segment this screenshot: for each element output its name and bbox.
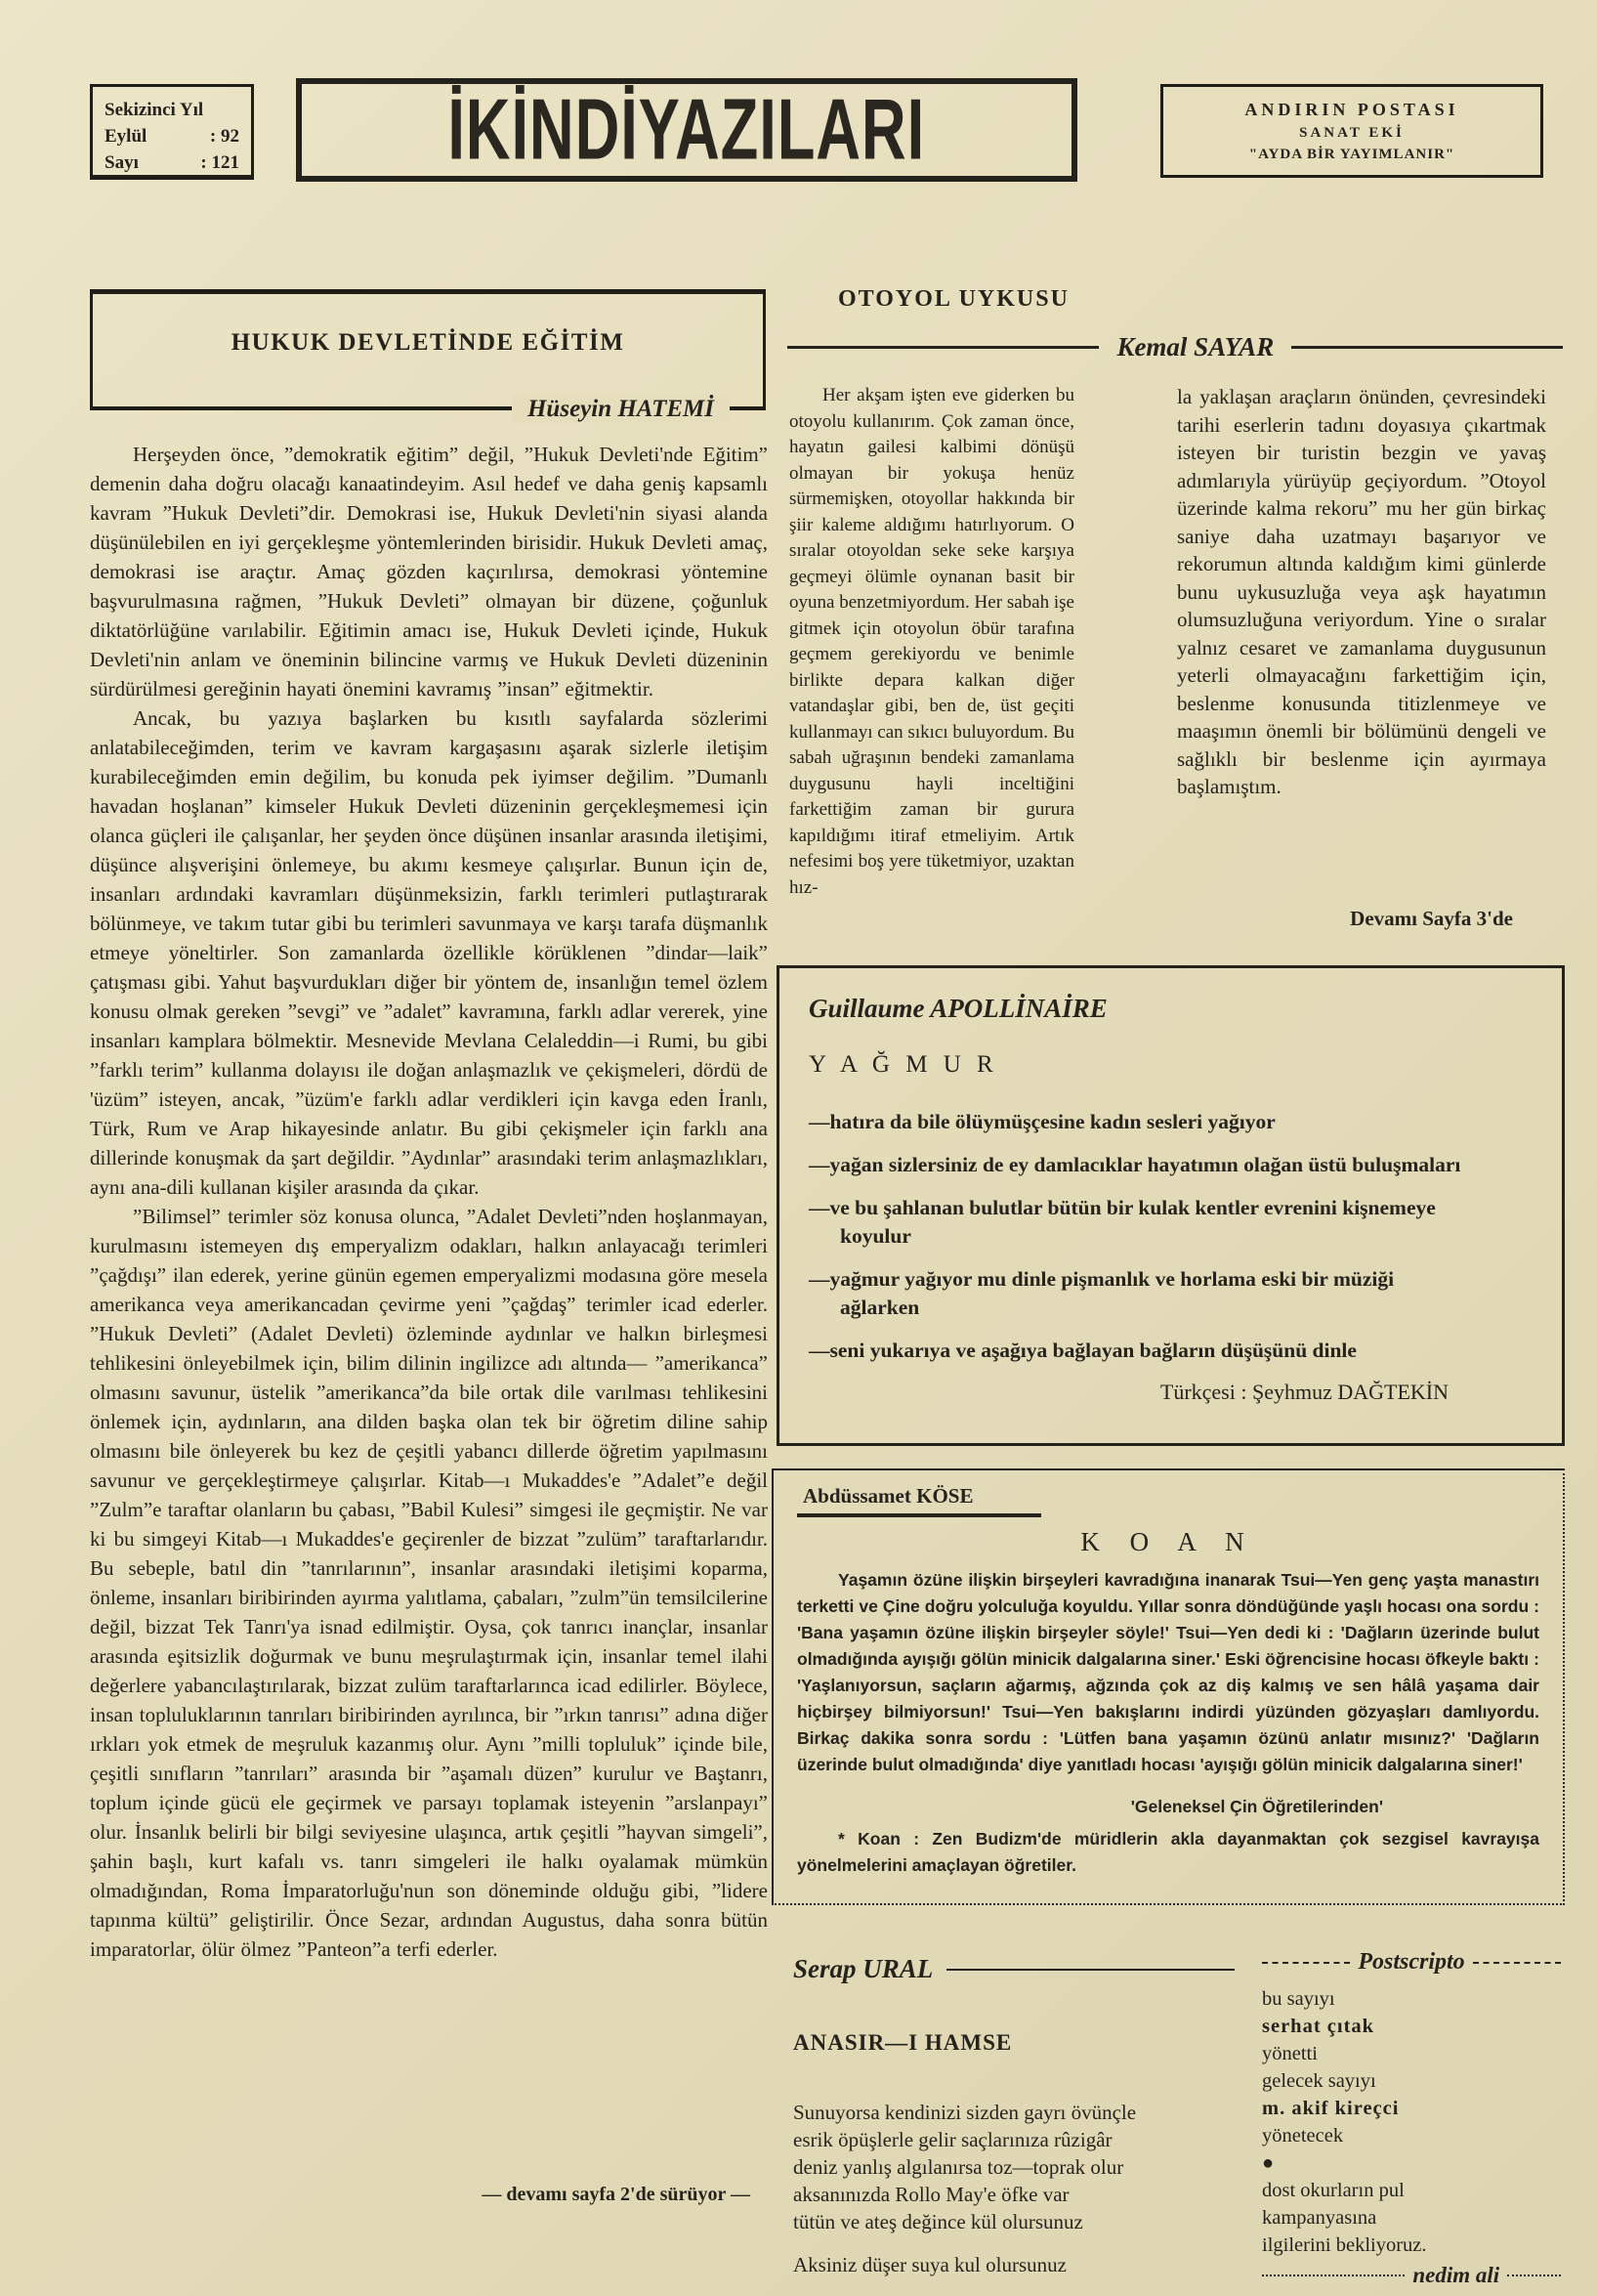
left-article-paragraph: Ancak, bu yazıya başlarken bu kısıtlı sayfalarda sözlerimi anlatabileceğimden, terim ve kavram kargaşasını aşarak sizlerle iletişim kurabileceğimden emin değilim, bu konuda pek iyimser değilim. ”Dumanlı havadan hoşlanan” kimseler Hukuk Devleti düzeninin gerçekleşmemesi için olanca güçleri ile çalışanlar, her şeyden önce düşünen insanlar arasında iletişimi, düşünce alışverişini önlemeye, bu akımı kesmeye çalışırlar. Bunun için de, insanları ardındaki kavramları düşünmeksizin, farklı terimleri putlaştırarak bölünmeye, ve takım tutar gibi bu terimleri savunmaya ve karşı tarafa düşmanlık etmeye yöneltirler. Son zamanlarda özellikle körüklenen ”dindar—laik” çatışması gibi. Yahut başvurdukları diğer bir yöntem de, insanlığın temel özlem konusu olmak gereken ”sevgi” ve ”adalet” kavramına, farklı adlar vererek, yine insanları kamplara bölmektir. Mesnevide Mevlana Celaleddin—i Rumi, bu gibi ”farklı terim” kullanma dolayısı ile doğan anlaşmazlık ve çekişmeleri, dördü de 'üzüm” isteyen, ancak, ”üzüm'e farklı adlar verdikleri için kavga eden İranlı, Türk, Rum ve Arap hikayesinde anlatır. Bu gibi çekişmeler için farklı ana dillerinde konuşmak da şart değildir. ”Aydınlar” arasındaki terim anlaşmazlıkları, aynı ana-dili kullanan kişiler arasında da çıkar. <box>90 706 768 1199</box>
postscripto-line: bu sayıyı <box>1262 1988 1335 2010</box>
yagmur-translator: Türkçesi : Şeyhmuz DAĞTEKİN <box>1159 1380 1449 1404</box>
yagmur-verse: —seni yukarıya ve aşağıya bağlayan bağların düşüşünü dinle <box>809 1339 1357 1362</box>
postscripto-rule-left <box>1262 1962 1350 1964</box>
postscripto-signature: nedim ali <box>1412 2263 1500 2287</box>
left-article-paragraph: ”Bilimsel” terimler söz konusa olunca, ”Adalet Devleti”nden hoşlanmayan, kurulmasını istemeyen dış emperyalizm odakları, halkın anlayacağı terimleri ”çağdışı” ilan ederek, yerine günün egemen emperyalizmi modasına göre mesela amerikanca veya amerikancadan çevirme yeni ”çağdaş” terimler icad ederler. ”Hukuk Devleti” (Adalet Devleti) özleminde aydınlar ve halkın birleşmesi tehlikesini önleyebilmek için, bilim dilinin ingilizce adı altında— ”amerikanca” olmasını savunur, üstelik ”amerikanca”da bile ortak dile varılması tehlikesini önlemek için, aydınların, ana dilden başka olan tek bir öğretim diline sahip olmasını bile önleyerek bu kez de çeşitli yabancı dillerde öğretim yapılmasını savunur ve gerçekleştirmeye çalışırlar. Kitab—ı Mukaddes'e ”Adalet”e değil ”Zulm”e taraftar olanların bu çabası, ”Babil Kulesi” simgesi ile geçmiştir. Ne var ki bu simgeyi Kitab—ı Mukaddes'e geçirenler de bizzat ”zulüm” taraftarlarıdır. Bu sebeple, batıl din ”tanrılarının”, insanlar arasındaki iletişimi koparma, önleme, insanları biribirinden ayırma yalıtlama, çabaları, ”zulm”ün temsilcilerine değil, bizzat Tek Tanrı'ya isnad edilmiştir. Oysa, çok tanrıcı inançlar, insanlar arasında eşitsizlik doğurmak ve bunu meşrulaştırmak için, insanlar temel ilahi değerlere yabancılaştırılarak, bizzat zulüm taraftarlarınca icad edilirler. Böylece, insan topluluklarının tanrıları biribirinden ayrılınca, bir ”ırkın tanrısı” adına diğer ırkları yok etmek de meşruluk kazanmış olur. Aynı ”milli topluluk” içinde bile, çeşitli sınıfların ”tanrıları” arasında bir ”aşamalı düzen” kurulur ve Baştanrı, toplum içinde gücü ele geçirmek ve parsayı toplamak isteyenin ”arslanpayı” olur. İnsanlık belirli bir bilgi seviyesine ulaşınca, artık çeşitli ”hayvan simgeli”, şahin başlı, kurt kafalı vs. tanrı simgeleri ile halkı oyalamak mümkün olmadığından, Roma İmparatorluğu'nun son döneminde olduğu gibi, ”lidere tapınma kültü” geliştirilir. Önce Sezar, ardından Augustus, daha sonra bütün imparatorlar, ölür ölmez ”Panteon”a terfi ederler. <box>90 1205 768 1961</box>
yagmur-verse: —yağmur yağıyor mu dinle pişmanlık ve horlama eski bir müziği ağlarken <box>809 1267 1395 1319</box>
yagmur-verse: —hatıra da bile ölüymüşçesine kadın sesleri yağıyor <box>809 1110 1276 1133</box>
otoyol-text-col1: Her akşam işten eve giderken bu otoyolu kullanırım. Çok zaman önce, hayatın gailesi kalbimi dönüşü olmayan bir yokuşa henüz sürmemişken, otoyollar hakkında bir şiir kaleme aldığımı hatırlıyorum. O sıralar otoyoldan seke seke karşıya geçmeyi ölümle oynanan basit bir oyuna benzetmiyordum. Her sabah işe gitmek için otoyolun öbür tarafına geçmem gerekiyordu ve benimle birlikte depara kalkan diğer vatandaşlar gibi, ben de, üst geçiti kullanmayı can sıkıcı buluyordum. Bu sabah uğraşının bendeki zamanlama duygusunu hayli inceltiğini farkettiğim zaman bir gurura kapıldığımı itiraf etmeliyim. Artık nefesimi boş yere tüketmiyor, uzaktan hız- <box>789 385 1074 898</box>
anasir-line: tütün ve ateş değince kül olursunuz <box>793 2210 1083 2233</box>
postscripto-column <box>1262 1949 1561 2288</box>
signature-rule-right <box>1507 2275 1561 2276</box>
yagmur-verses <box>809 1108 1465 1365</box>
koan-footnote: * Koan : Zen Budizm'de müridlerin akla dayanmaktan çok sezgisel kavrayışa yönelmelerini amaçlayan öğretiler. <box>797 1829 1539 1875</box>
postscripto-header <box>1262 1949 1561 1976</box>
anasir-poem <box>793 2099 1252 2278</box>
issue-month-row <box>105 123 239 149</box>
postscripto-signature-row <box>1262 2263 1561 2288</box>
left-article-author: Hüseyin HATEMİ <box>512 396 730 423</box>
issue-month-value: : 92 <box>209 126 239 147</box>
postscripto-title: Postscripto <box>1358 1949 1465 1975</box>
issue-year-row <box>105 97 239 123</box>
koan-box <box>772 1468 1565 1905</box>
yagmur-verse: —ve bu şahlanan bulutlar bütün bir kulak kentler evrenini kişnemeye koyulur <box>809 1196 1436 1248</box>
postscripto-line: dost okurların pul <box>1262 2180 1405 2201</box>
otoyol-text-col2: la yaklaşan araçların önünden, çevresindeki tarihi eserlerin tadını doyasıya çıkartmak isteyen bir turistin bezgin ve yavaş adımlarıyla yürüyüp geçiyordum. ”Otoyol üzerinde kalma rekoru” mu her gün birkaç saniye daha uzatmayı başarıyor ve rekorumun altında kaldığım kimi günlerde bunu uykusuzluğa veya aşk hayatımın olumsuzluğuna veriyordum. Yine o sıralar yalnız cesaret ve zamanlama duygusunun yeterli olmayacağını farkettiğim için, beslenme konusunda titizlenmeye ve maaşımın önemli bir bölümünü dengeli ve sağlıklı bir beslenme için ayırmaya başlamıştım. <box>1177 385 1546 798</box>
bullet-icon: ● <box>1262 2152 1275 2174</box>
author-rule-right <box>1291 346 1563 349</box>
otoyol-column-1 <box>789 383 1074 956</box>
otoyol-continuation: Devamı Sayfa 3'de <box>1350 907 1513 930</box>
anasir-stanza-gap <box>793 2235 1252 2251</box>
left-article-paragraph: Herşeyden önce, ”demokratik eğitim” değil, ”Hukuk Devleti'nde Eğitim” demenin daha doğru olacağı kanaatindeyim. Asıl hedef ve daha geniş kapsamlı kavram ”Hukuk Devleti”dir. Demokrasi ise, Hukuk Devleti'nin siyasi alanda düşünülebilen en iyi gerçekleşme yöntemlerinden birisidir. Hukuk Devleti amaç, demokrasi ise araçtır. Amaç gözden kaçırılırsa, demokrasi yöntemine başvurulmasına rağmen, ”Hukuk Devleti” olmayan bir düzene, çoğunluk diktatörlüğüne varılabilir. Eğitimin amacı ise, Hukuk Devleti içinde, Hukuk Devleti'nin anlam ve öneminin bilincine varmış ve Hukuk Devleti düzeninin sürdürülmesi gereğinin hayati önemini kavramış ”insan” eğitmektir. <box>90 443 768 701</box>
left-article-continuation: — devamı sayfa 2'de sürüyor — <box>482 2184 750 2205</box>
anasir-author-rule <box>946 1969 1235 1971</box>
anasir-author: Serap URAL <box>793 1954 934 1983</box>
postscripto-line: yönetecek <box>1262 2125 1344 2147</box>
issue-month-label: Eylül <box>105 126 147 147</box>
postscripto-rule-right <box>1473 1962 1561 1964</box>
yagmur-poem-box <box>777 965 1565 1446</box>
author-rule-left <box>787 346 1099 349</box>
masthead-box <box>296 78 1077 182</box>
anasir-title: ANASIR—I HAMSE <box>793 2030 1013 2055</box>
postscripto-line: ilgilerini bekliyoruz. <box>1262 2234 1427 2256</box>
anasir-line: deniz yanlış algılanırsa toz—toprak olur <box>793 2155 1124 2179</box>
koan-title: K O A N <box>1080 1527 1256 1556</box>
anasir-line: Sunuyorsa kendinizi sizden gayrı övünçle <box>793 2101 1137 2124</box>
postscripto-editor-name: serhat çıtak <box>1262 2016 1375 2037</box>
postscripto-line: kampanyasına <box>1262 2207 1377 2229</box>
otoyol-author: Kemal SAYAR <box>1116 332 1275 361</box>
yagmur-author: Guillaume APOLLİNAİRE <box>809 994 1108 1023</box>
issue-number-value: : 121 <box>200 152 239 173</box>
anasir-line: esrik öpüşlerle gelir saçlarınıza rûzigâr <box>793 2128 1113 2151</box>
masthead-title: İKİNDİYAZILARI <box>447 82 926 178</box>
koan-author: Abdüssamet KÖSE <box>797 1484 1041 1517</box>
anasir-line: aksanınızda Rollo May'e öfke var <box>793 2183 1070 2206</box>
publication-supplement: SANAT EKİ <box>1299 124 1405 141</box>
postscripto-next-editor-name: m. akif kireçci <box>1262 2098 1400 2119</box>
publication-frequency: "AYDA BİR YAYIMLANIR" <box>1248 146 1455 162</box>
anasir-author-row <box>793 1954 1235 1984</box>
postscripto-line: gelecek sayıyı <box>1262 2070 1376 2092</box>
otoyol-author-row <box>787 332 1563 362</box>
postscripto-line: yönetti <box>1262 2043 1318 2064</box>
left-article-title-box <box>90 289 766 422</box>
yagmur-verse: —yağan sizlersiniz de ey damlacıklar hayatımın olağan üstü buluşmaları <box>809 1153 1461 1176</box>
issue-info-box <box>90 84 254 180</box>
signature-rule-left <box>1262 2275 1405 2276</box>
left-article-body <box>90 440 768 2177</box>
koan-body: Yaşamın özüne ilişkin birşeyleri kavradığına inanarak Tsui—Yen genç yaşta manastırı terketti ve Çine doğru yolculuğa koyuldu. Yıllar sonra döndüğünde yaşlı hocası ona sordu : 'Bana yaşamın özüne ilişkin birşeyler söyle!' Tsui—Yen dedi ki : 'Dağların üzerinde bulut olmadığında ayışığı gölün minicik dalgalarına siner.' Eski öğrencisine hocası öfkeyle baktı : 'Yaşlanıyorsun, saçların ağarmış, ağzında çok az diş kalmış ve sen hâlâ yaşama dair hiçbirşey bilmiyorsun!' Tsui—Yen bakışlarını indirdi yüzünden gözyaşları damlıyordu. Birkaç dakika sonra sordu : 'Lütfen bana yaşamın özünü anlatır mısınız?' 'Dağların üzerinde bulut olmadığında' diye yanıtladı hocası 'ayışığı gölün minicik dalgalarına siner!' <box>797 1570 1539 1774</box>
issue-year-label: Sekizinci Yıl <box>105 100 204 120</box>
anasir-last-line: Aksiniz düşer suya kul olursunuz <box>793 2253 1067 2276</box>
publication-name: ANDIRIN POSTASI <box>1244 99 1459 119</box>
issue-number-row <box>105 149 239 176</box>
publication-box <box>1160 84 1543 178</box>
issue-number-label: Sayı <box>105 152 139 173</box>
yagmur-title: Y A Ğ M U R <box>809 1051 998 1078</box>
koan-attribution: 'Geleneksel Çin Öğretilerinden' <box>1130 1797 1383 1816</box>
otoyol-column-2 <box>1177 383 1546 899</box>
left-article-title: HUKUK DEVLETİNDE EĞİTİM <box>231 329 625 356</box>
otoyol-title: OTOYOL UYKUSU <box>838 286 1070 312</box>
